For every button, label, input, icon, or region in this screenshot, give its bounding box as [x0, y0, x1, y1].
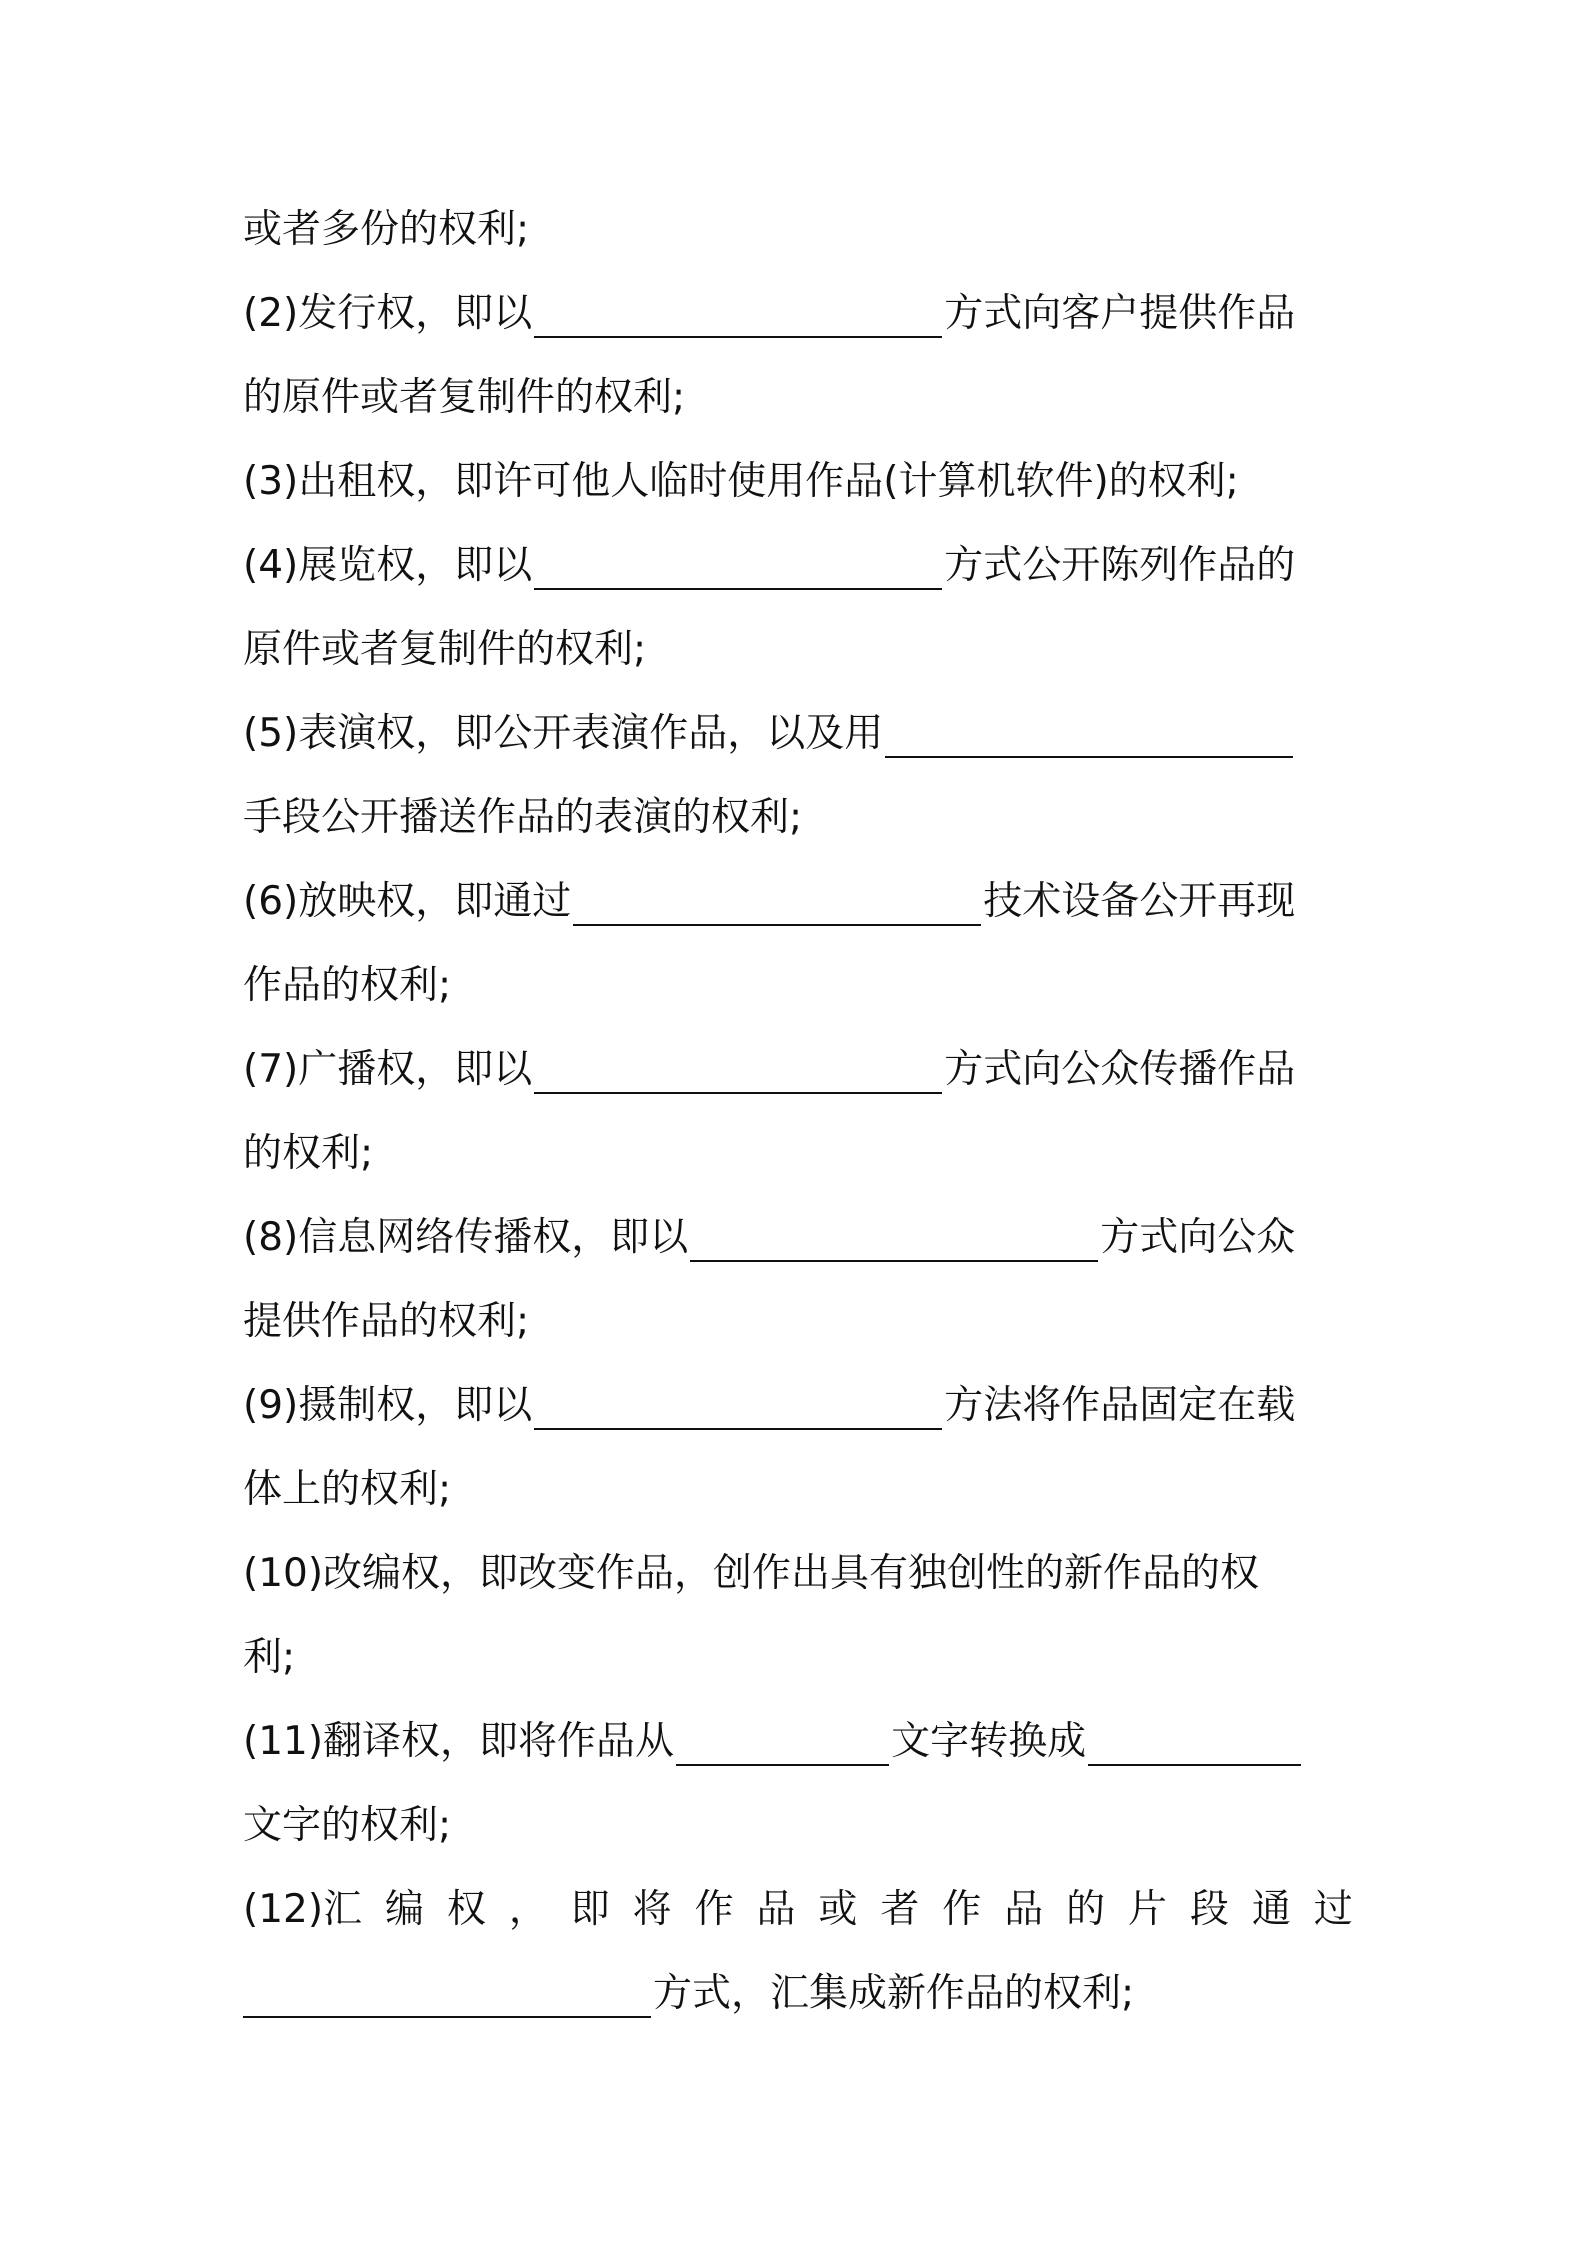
text-line [243, 1966, 1353, 2022]
text-line [243, 1294, 1353, 1350]
line-text: 方式，汇集成新作品的权利; [653, 1971, 1135, 2016]
line-text: 品 [1004, 1887, 1044, 1932]
line-text: 的权利; [243, 1131, 374, 1176]
line-text: 作 [942, 1887, 982, 1932]
line-text: 作品的权利; [243, 963, 452, 1008]
line-text: 品 [756, 1887, 796, 1932]
line-text: 原件或者复制件的权利; [243, 627, 647, 672]
text-line [243, 1546, 1353, 1602]
fill-in-blank [534, 554, 942, 590]
text-line [243, 706, 1353, 762]
text-line [243, 1714, 1353, 1770]
text-line [243, 286, 1353, 342]
fill-in-blank [243, 1982, 651, 2018]
line-text: 即 [570, 1887, 610, 1932]
line-text: 段 [1189, 1887, 1229, 1932]
text-line [243, 1798, 1353, 1854]
text-line [243, 538, 1353, 594]
line-text: 方法将作品固定在载 [944, 1383, 1296, 1428]
text-line [243, 1378, 1353, 1434]
line-text: (5)表演权，即公开表演作品，以及用 [243, 711, 884, 756]
line-text: 或 [818, 1887, 858, 1932]
text-line [243, 1630, 1353, 1686]
text-line [243, 1882, 1353, 1938]
fill-in-blank [676, 1730, 889, 1766]
text-line [243, 1042, 1353, 1098]
line-text: 方式向公众传播作品 [944, 1047, 1296, 1092]
line-text: (4)展览权，即以 [243, 543, 533, 588]
text-line [243, 1210, 1353, 1266]
line-text: (10)改编权，即改变作品，创作出具有独创性的新作品的权 [243, 1551, 1260, 1596]
line-text: (3)出租权，即许可他人临时使用作品(计算机软件)的权利; [243, 459, 1239, 504]
line-text: 过 [1313, 1887, 1353, 1932]
text-line [243, 370, 1353, 426]
text-line [243, 790, 1353, 846]
text-line [243, 1126, 1353, 1182]
text-line [243, 454, 1353, 510]
text-line [243, 874, 1353, 930]
line-text: 通 [1251, 1887, 1291, 1932]
line-text: (6)放映权，即通过 [243, 879, 572, 924]
line-text: 文字的权利; [243, 1803, 452, 1848]
text-line [243, 958, 1353, 1014]
line-text: 将 [632, 1887, 672, 1932]
line-text: 者 [880, 1887, 920, 1932]
line-text: 或者多份的权利; [243, 207, 530, 252]
fill-in-blank [690, 1226, 1098, 1262]
fill-in-blank [534, 1058, 942, 1094]
line-text: 片 [1128, 1887, 1168, 1932]
line-text: (12)汇 [243, 1887, 363, 1932]
line-text: 编 [384, 1887, 424, 1932]
line-text: 文字转换成 [891, 1719, 1087, 1764]
line-text: (2)发行权，即以 [243, 291, 533, 336]
text-line [243, 622, 1353, 678]
line-text: (11)翻译权，即将作品从 [243, 1719, 675, 1764]
line-text: 利; [243, 1635, 296, 1680]
fill-in-blank [573, 890, 981, 926]
line-text: 提供作品的权利; [243, 1299, 530, 1344]
line-text: (9)摄制权，即以 [243, 1383, 533, 1428]
line-text: 的原件或者复制件的权利; [243, 375, 686, 420]
line-text: ， [508, 1887, 548, 1932]
line-text: 方式向客户提供作品 [944, 291, 1296, 336]
line-text: 方式公开陈列作品的 [944, 543, 1296, 588]
line-text: 权 [446, 1887, 486, 1932]
fill-in-blank [1088, 1730, 1301, 1766]
line-text: 手段公开播送作品的表演的权利; [243, 795, 803, 840]
line-text: 体上的权利; [243, 1467, 452, 1512]
fill-in-blank [534, 302, 942, 338]
fill-in-blank [885, 722, 1293, 758]
text-line [243, 1462, 1353, 1518]
fill-in-blank [534, 1394, 942, 1430]
line-text: 技术设备公开再现 [983, 879, 1296, 924]
line-text: 方式向公众 [1100, 1215, 1296, 1260]
line-text: 作 [694, 1887, 734, 1932]
line-text: (8)信息网络传播权，即以 [243, 1215, 689, 1260]
line-text: 的 [1066, 1887, 1106, 1932]
text-line [243, 202, 1353, 258]
line-text: (7)广播权，即以 [243, 1047, 533, 1092]
